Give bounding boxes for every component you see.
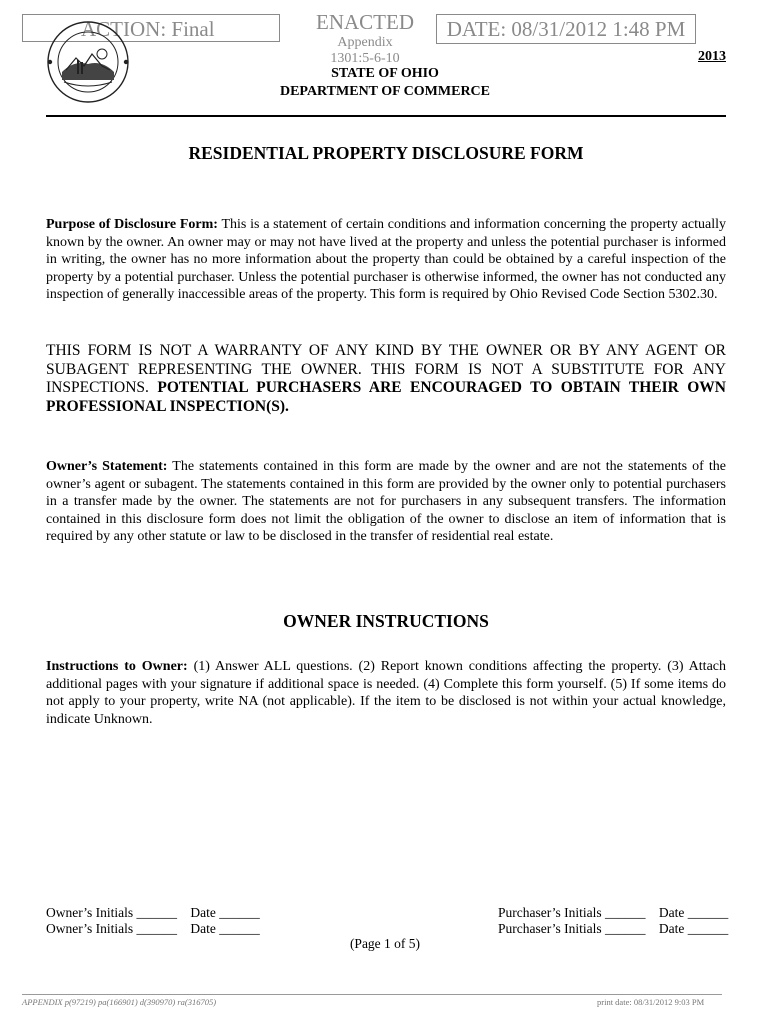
purchaser-date-field[interactable]: Date ______ (658, 905, 729, 920)
warranty-bold-text: POTENTIAL PURCHASERS ARE ENCOURAGED TO OBTAIN THEIR OWN PROFESSIONAL INSPECTION(S). (46, 379, 726, 415)
page-number: (Page 1 of 5) (349, 936, 421, 951)
form-year: 2013 (698, 49, 726, 64)
appendix-label: Appendix (337, 35, 393, 50)
instructions-title: OWNER INSTRUCTIONS (283, 611, 489, 631)
department-name: DEPARTMENT OF COMMERCE (279, 84, 491, 99)
owner-initials-field[interactable]: Owner’s Initials ______ (46, 905, 177, 920)
owner-initials-block (46, 905, 260, 936)
header-divider (46, 115, 726, 117)
owner-date-field[interactable]: Date ______ (190, 905, 260, 920)
date-stamp: DATE: 08/31/2012 1:48 PM (436, 14, 696, 44)
purchaser-initials-field[interactable]: Purchaser’s Initials ______ (498, 920, 646, 936)
ohio-state-seal-icon (46, 20, 130, 104)
action-stamp: ACTION: Final (22, 14, 280, 42)
purpose-label: Purpose of Disclosure Form: (46, 217, 218, 232)
owner-date-field[interactable]: Date ______ (190, 920, 260, 936)
owner-statement-paragraph (46, 458, 726, 546)
warranty-text: THIS FORM IS NOT A WARRANTY OF ANY KIND BY THE OWNER OR BY ANY AGENT OR SUBAGENT REPRESENTING THE OWNER. THIS FORM IS NOT A SUBSTITUTE FOR ANY INSPECTIONS. (46, 342, 726, 396)
footer-reference: APPENDIX p(97219) pa(166901) d(390970) ra(316705) (22, 997, 217, 1007)
warranty-paragraph (46, 342, 726, 416)
enacted-stamp: ENACTED (316, 10, 414, 34)
purpose-paragraph (46, 216, 726, 304)
footer-divider (22, 994, 722, 995)
owner-statement-text: The statements contained in this form are made by the owner and are not the statements of the owner’s agent or subagent. The statements contained in this form are provided by the owner only to potential purchasers in a transfer made by the owner. The statements are not for purchasers in any subsequent transfers. The information contained in this disclosure form does not limit the obligation of the owner to disclose an item of information that is required by any other statute or law to be disclosed in the transfer of residential real estate. (46, 459, 726, 544)
state-name: STATE OF OHIO (331, 66, 439, 81)
owner-initials-field[interactable]: Owner’s Initials ______ (46, 920, 177, 936)
instructions-text: (1) Answer ALL questions. (2) Report known conditions affecting the property. (3) Attach additional pages with your signature if additional space is needed. (4) Complete this form yourself. (5) If some items do not apply to your property, write NA (not applicable). If the item to be disclosed is not within your actual knowledge, indicate Unknown. (46, 659, 726, 727)
form-title: RESIDENTIAL PROPERTY DISCLOSURE FORM (188, 143, 584, 163)
owner-statement-label: Owner’s Statement: (46, 459, 168, 474)
purchaser-initials-field[interactable]: Purchaser’s Initials ______ (498, 905, 646, 920)
instructions-label: Instructions to Owner: (46, 659, 188, 674)
purpose-text: This is a statement of certain conditions and information concerning the property actually known by the owner. An owner may or may not have lived at the property and unless the potential purchaser is informed in writing, the owner has no more information about the property than could be obtained by a careful inspection of the property by a potential purchaser. Unless the potential purchaser is otherwise informed, the owner has not conducted any inspection of generally inaccessible areas of the property. This form is required by Ohio Revised Code Section 5302.30. (46, 217, 726, 302)
instructions-paragraph (46, 658, 726, 728)
purchaser-initials-block (498, 905, 728, 936)
purchaser-date-field[interactable]: Date ______ (658, 920, 729, 936)
rule-number: 1301:5-6-10 (330, 51, 400, 66)
footer-print-date: print date: 08/31/2012 9:03 PM (597, 997, 705, 1007)
